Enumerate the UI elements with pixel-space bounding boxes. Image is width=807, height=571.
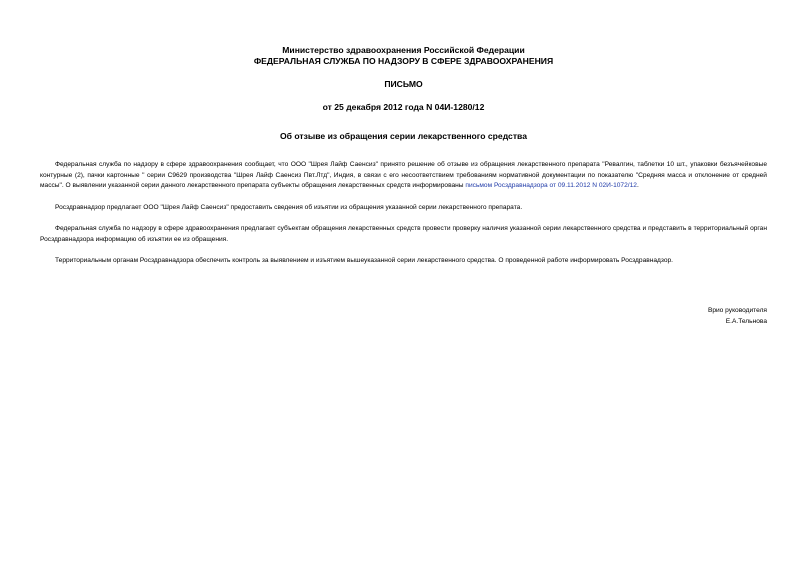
service-name: ФЕДЕРАЛЬНАЯ СЛУЖБА ПО НАДЗОРУ В СФЕРЕ ЗДРАВООХРАНЕНИЯ <box>253 56 554 66</box>
document-type: ПИСЬМО <box>384 79 423 89</box>
paragraph-2: Росздравнадзор предлагает ООО "Шрея Лайф Саенсиз" предоставить сведения об изъятии из обращения указанной серии лекарственного препарата. <box>55 203 523 211</box>
reference-letter-link[interactable]: письмом Росздравнадзора от 09.11.2012 N 02И-1072/12 <box>465 182 637 190</box>
signature-block <box>708 305 767 327</box>
signatory-name: Е.А.Тельнова <box>725 318 767 325</box>
paragraph-1-end: . <box>636 182 639 190</box>
document-body <box>40 160 767 277</box>
document-title: Об отзыве из обращения серии лекарственного средства <box>280 131 527 141</box>
paragraph-3: Федеральная служба по надзору в сфере здравоохранения предлагает субъектам обращения лекарственных средств провести проверку наличия указанной серии лекарственного средства и представить в территориальный орган Росздравнадзора информацию об изъятии ее из обращения. <box>40 225 767 243</box>
ministry-name: Министерство здравоохранения Российской Федерации <box>282 45 525 55</box>
document-header <box>0 45 807 113</box>
paragraph-4: Территориальным органам Росздравнадзора обеспечить контроль за выявлением и изъятием вышеуказанной серии лекарственного средства. О проведенной работе информировать Росздравнадзор. <box>55 257 674 264</box>
paragraph-1 <box>40 160 767 192</box>
signatory-position: Врио руководителя <box>707 307 767 314</box>
paragraph-1-text: Федеральная служба по надзору в сфере здравоохранения сообщает, что ООО "Шрея Лайф Саенсиз" принято решение об отзыве из обращения лекарственного препарата "Ревалгин, таблетки 10 шт., упаковки безъячейковые контурные (2), пачки картонные " серии С9629 производства "Шрея Лайф Саенсиз Пвт.Лтд", Индия, в связи с его несоответствием требованиям нормативной документации по показателю "Средняя масса и отклонение от средней массы". О выявлении указанной серии данного лекарственного препарата субъекты обращения лекарственных средств информированы <box>40 161 767 190</box>
document-date-number: от 25 декабря 2012 года N 04И-1280/12 <box>322 102 485 112</box>
